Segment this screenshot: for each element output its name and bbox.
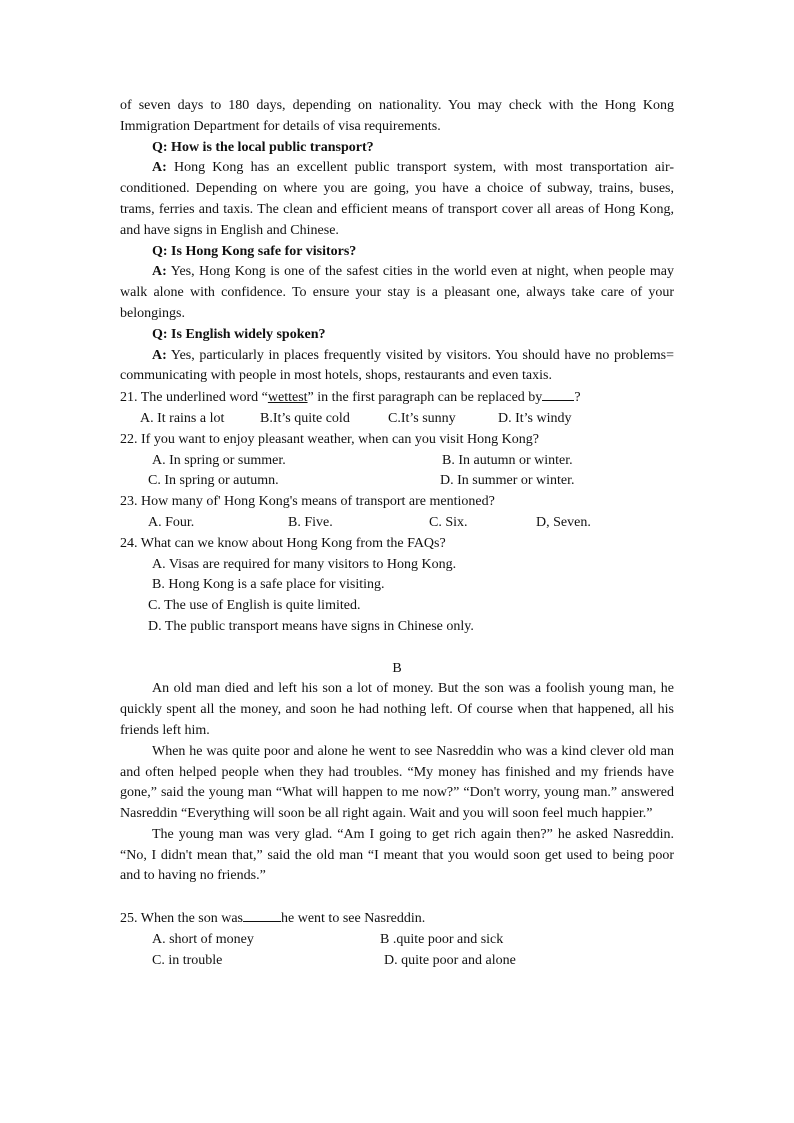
option-b: B.It’s quite cold bbox=[260, 410, 350, 426]
answer-label: A: bbox=[152, 160, 167, 176]
stem-text: 25. When the son was bbox=[120, 911, 243, 927]
option-a: A. Visas are required for many visitors to Hong Kong. bbox=[152, 556, 457, 572]
stem-text: he went to see Nasreddin. bbox=[281, 911, 426, 927]
passage-a-intro: of seven days to 180 days, depending on nationality. You may check with the Hong Kong Immigration Department for details of visa requirements. bbox=[120, 98, 674, 134]
stem-text: 21. The underlined word “ bbox=[120, 390, 268, 406]
stem-text: ? bbox=[574, 390, 581, 406]
stem-text: ” in the first paragraph can be replaced by bbox=[307, 390, 543, 406]
option-a: A. It rains a lot bbox=[140, 410, 225, 426]
option-c: C. In spring or autumn. bbox=[148, 473, 279, 489]
question-25-options-row2 bbox=[120, 951, 674, 972]
option-d: D. quite poor and alone bbox=[384, 952, 516, 968]
option-a: A. Four. bbox=[148, 514, 195, 530]
option-a: A. short of money bbox=[152, 931, 254, 947]
answer-text: Hong Kong has an excellent public transport system, with most transportation air-conditioned. Depending on where you are going, you have a choice of subway, trains, buses, trams, ferries and taxis. The clean and efficient means of transport cover all areas of Hong Kong, and have signs in English and Chinese. bbox=[120, 160, 674, 238]
exam-page bbox=[120, 96, 674, 971]
passage-b-paragraph-3: The young man was very glad. “Am I going to get rich again then?” he asked Nasreddin. “No, I didn't mean that,” said the old man “I meant that you would soon get used to being poor and to having no friends.” bbox=[120, 826, 674, 884]
passage-b-paragraph-1: An old man died and left his son a lot of money. But the son was a foolish young man, he quickly spent all the money, and soon he had nothing left. Of course when that happened, all his friends left him. bbox=[120, 681, 674, 738]
faq-question-safety: Q: Is Hong Kong safe for visitors? bbox=[152, 243, 357, 259]
option-c: C. The use of English is quite limited. bbox=[148, 598, 361, 614]
question-23-options bbox=[120, 513, 674, 534]
question-24-stem: 24. What can we know about Hong Kong from the FAQs? bbox=[120, 535, 446, 551]
faq-answer-safety bbox=[120, 262, 674, 324]
option-b: B. Hong Kong is a safe place for visiting. bbox=[152, 577, 385, 593]
question-25-stem bbox=[120, 908, 674, 930]
question-21-options bbox=[120, 409, 674, 430]
section-heading: B bbox=[392, 660, 402, 676]
option-d: D. The public transport means have signs in Chinese only. bbox=[148, 618, 474, 634]
question-25-options-row1 bbox=[120, 930, 674, 951]
option-c: C. in trouble bbox=[152, 952, 223, 968]
answer-label: A: bbox=[152, 347, 167, 363]
spacer bbox=[120, 638, 674, 659]
option-b: B. Five. bbox=[288, 514, 333, 530]
question-21-stem bbox=[120, 387, 674, 409]
underlined-word: wettest bbox=[267, 390, 308, 406]
question-22-options-row1 bbox=[120, 451, 674, 472]
answer-blank bbox=[542, 387, 574, 401]
option-d: D. It’s windy bbox=[498, 410, 572, 426]
answer-label: A: bbox=[152, 264, 167, 280]
question-23-stem: 23. How many of' Hong Kong's means of transport are mentioned? bbox=[120, 494, 495, 510]
option-c: C.It’s sunny bbox=[388, 410, 456, 426]
option-b: B. In autumn or winter. bbox=[442, 452, 573, 468]
option-d: D. In summer or winter. bbox=[440, 473, 575, 489]
question-22-stem: 22. If you want to enjoy pleasant weather, when can you visit Hong Kong? bbox=[120, 431, 539, 447]
answer-blank bbox=[243, 908, 281, 922]
faq-question-english: Q: Is English widely spoken? bbox=[152, 326, 326, 342]
option-b: B .quite poor and sick bbox=[380, 931, 504, 947]
option-d: D, Seven. bbox=[536, 514, 591, 530]
faq-question-transport: Q: How is the local public transport? bbox=[152, 139, 374, 155]
faq-answer-english bbox=[120, 346, 674, 388]
question-22-options-row2 bbox=[120, 471, 674, 492]
faq-answer-transport bbox=[120, 158, 674, 241]
spacer bbox=[120, 887, 674, 908]
option-c: C. Six. bbox=[429, 514, 468, 530]
answer-text: Yes, Hong Kong is one of the safest cities in the world even at night, when people may walk alone with confidence. To ensure your stay is a pleasant one, always take care of your belongings. bbox=[120, 264, 674, 321]
answer-text: Yes, particularly in places frequently visited by visitors. You should have no problems= communicating with people in most hotels, shops, restaurants and even taxis. bbox=[120, 347, 674, 384]
option-a: A. In spring or summer. bbox=[152, 452, 286, 468]
passage-b-paragraph-2: When he was quite poor and alone he went to see Nasreddin who was a kind clever old man and often helped people when they had troubles. “My money has finished and my friends have gone,” said the young man “What will happen to me now?” “Don't worry, young man.” answered Nasreddin “Everything will soon be all right again. Wait and you will soon feel much happier.” bbox=[120, 743, 674, 822]
